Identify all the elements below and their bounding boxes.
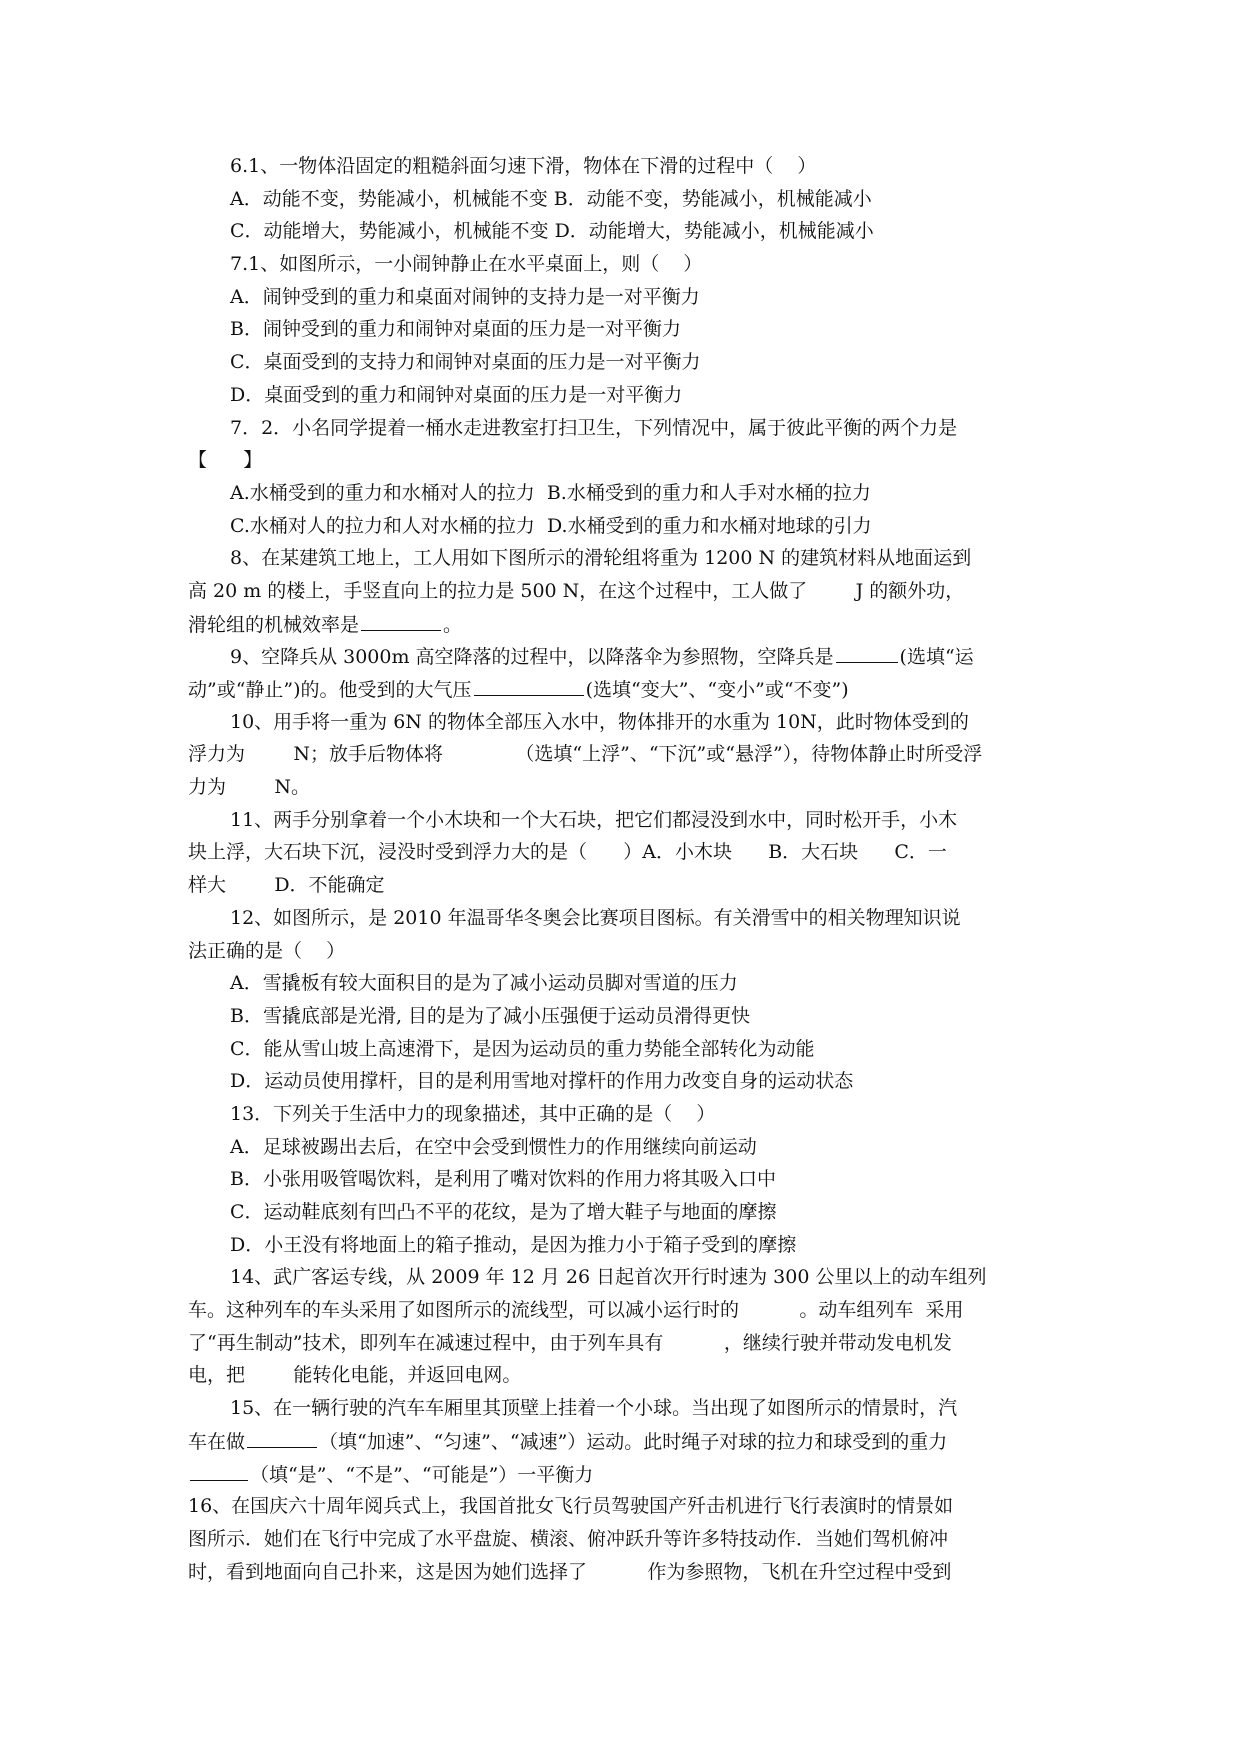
q8-line3 xyxy=(188,608,1060,641)
q9-blank-pressure xyxy=(474,673,584,696)
q8-line2: 高 20 m 的楼上，手竖直向上的拉力是 500 N，在这个过程中，工人做了 J 的额外功， xyxy=(188,579,965,602)
q8-blank-efficiency xyxy=(361,608,441,631)
q7-1-option-c: C．桌面受到的支持力和闹钟对桌面的压力是一对平衡力 xyxy=(230,351,701,374)
q7-1-stem: 7.1、如图所示，一小闹钟静止在水平桌面上，则（ ） xyxy=(230,253,703,276)
q13-option-a: A．足球被踢出去后，在空中会受到惯性力的作用继续向前运动 xyxy=(230,1135,757,1158)
q12-option-d: D．运动员使用撑杆，目的是利用雪地对撑杆的作用力改变自身的运动状态 xyxy=(230,1070,854,1093)
q7-2-options-ab: A.水桶受到的重力和水桶对人的拉力 B.水桶受到的重力和人手对水桶的拉力 xyxy=(230,481,871,504)
q13-stem: 13．下列关于生活中力的现象描述，其中正确的是（ ） xyxy=(230,1102,716,1125)
q16-line2: 图所示．她们在飞行中完成了水平盘旋、横滚、俯冲跃升等许多特技动作．当她们驾机俯冲 xyxy=(188,1527,949,1550)
q15-line3-end: （填“是”、“不是”、“可能是”）一平衡力 xyxy=(250,1463,594,1486)
q15-blank-motion xyxy=(247,1425,317,1448)
q16-line3: 时，看到地面向自己扑来，这是因为她们选择了 作为参照物，飞机在升空过程中受到 xyxy=(188,1560,952,1583)
q13-option-c: C．运动鞋底刻有凹凸不平的花纹，是为了增大鞋子与地面的摩擦 xyxy=(230,1201,777,1223)
q11-line1: 11、两手分别拿着一个小木块和一个大石块，把它们都浸没到水中，同时松开手，小木 xyxy=(230,808,958,831)
q12-option-b: B．雪撬底部是光滑, 目的是为了减小压强便于运动员滑得更快 xyxy=(230,1004,751,1027)
q7-2-stem: 7．2．小名同学提着一桶水走进教室打扫卫生，下列情况中，属于彼此平衡的两个力是 xyxy=(230,416,958,439)
q15-blank-balance xyxy=(190,1458,248,1481)
q9-line1 xyxy=(188,640,1060,673)
q7-1-option-b: B．闹钟受到的重力和闹钟对桌面的压力是一对平衡力 xyxy=(230,318,681,341)
q7-1-option-d: D．桌面受到的重力和闹钟对桌面的压力是一对平衡力 xyxy=(230,383,683,406)
q9-line2-text: 动”或“静止”)的。他受到的大气压 xyxy=(188,679,472,701)
q15-line2-end: （填“加速”、“匀速”、“减速”）运动。此时绳子对球的拉力和球受到的重力 xyxy=(319,1430,948,1453)
q7-2-options-cd: C.水桶对人的拉力和人对水桶的拉力 D.水桶受到的重力和水桶对地球的引力 xyxy=(230,514,872,537)
q12-option-a: A．雪撬板有较大面积目的是为了减小运动员脚对雪道的压力 xyxy=(230,972,738,995)
q6-1-options-cd: C．动能增大，势能减小，机械能不变 D．动能增大，势能减小，机械能减小 xyxy=(230,220,874,243)
q6-1-options-ab: A．动能不变，势能减小，机械能不变 B．动能不变，势能减小，机械能减小 xyxy=(230,187,872,210)
q8-line1: 8、在某建筑工地上，工人用如下图所示的滑轮组将重为 1200 N 的建筑材料从地面运到 xyxy=(230,547,972,570)
q13-option-b: B．小张用吸管喝饮料，是利用了嘴对饮料的作用力将其吸入口中 xyxy=(230,1168,776,1191)
q11-line3: 样大 D．不能确定 xyxy=(188,874,385,897)
q15-line2 xyxy=(188,1425,1060,1458)
q16-line1: 16、在国庆六十周年阅兵式上，我国首批女飞行员驾驶国产歼击机进行飞行表演时的情景如 xyxy=(188,1495,954,1518)
q14-line2: 车。这种列车的车头采用了如图所示的流线型，可以减小运行时的 。动车组列车 采用 xyxy=(188,1299,964,1322)
q9-line2 xyxy=(188,673,1060,706)
q8-line3-end: 。 xyxy=(443,613,463,636)
q9-blank-motion xyxy=(836,640,898,663)
q10-line2: 浮力为 N；放手后物体将 （选填“上浮”、“下沉”或“悬浮”），待物体静止时所受浮 xyxy=(188,743,983,766)
q8-line3-text: 滑轮组的机械效率是 xyxy=(188,613,360,636)
q13-option-d: D．小王没有将地面上的箱子推动，是因为推力小于箱子受到的摩擦 xyxy=(230,1233,797,1256)
exam-questions xyxy=(188,150,1060,1588)
q9-line1-text: 9、空降兵从 3000m 高空降落的过程中，以降落伞为参照物，空降兵是 xyxy=(230,646,834,669)
q7-2-answer-bracket: 【 】 xyxy=(188,449,263,472)
q9-line1-end: (选填“运 xyxy=(899,646,974,669)
q12-option-c: C．能从雪山坡上高速滑下，是因为运动员的重力势能全部转化为动能 xyxy=(230,1037,815,1060)
q14-line3: 了“再生制动”技术，即列车在减速过程中，由于列车具有 ，继续行驶并带动发电机发 xyxy=(188,1331,952,1354)
q14-line1: 14、武广客运专线，从 2009 年 12 月 26 日起首次开行时速为 300 公里以上的动车组列 xyxy=(230,1266,987,1289)
q10-line3: 力为 N。 xyxy=(188,776,310,799)
q14-line4: 电，把 能转化电能，并返回电网。 xyxy=(188,1364,522,1387)
q9-line2-end: (选填“变大”、“变小”或“不变”) xyxy=(585,679,849,701)
q15-line3 xyxy=(188,1458,1060,1491)
q6-1-stem: 6.1、一物体沿固定的粗糙斜面匀速下滑，物体在下滑的过程中（ ） xyxy=(230,155,817,177)
q7-1-option-a: A．闹钟受到的重力和桌面对闹钟的支持力是一对平衡力 xyxy=(230,285,700,308)
q10-line1: 10、用手将一重为 6N 的物体全部压入水中，物体排开的水重为 10N，此时物体受到的 xyxy=(230,710,969,733)
q15-line1: 15、在一辆行驶的汽车车厢里其顶壁上挂着一个小球。当出现了如图所示的情景时，汽 xyxy=(230,1397,958,1420)
q15-line2-text: 车在做 xyxy=(188,1430,246,1453)
q12-line2: 法正确的是（ ） xyxy=(188,939,346,962)
q11-line2: 块上浮，大石块下沉，浸没时受到浮力大的是（ ）A．小木块 B．大石块 C．一 xyxy=(188,841,947,864)
q12-line1: 12、如图所示，是 2010 年温哥华冬奥会比赛项目图标。有关滑雪中的相关物理知识说 xyxy=(230,906,961,929)
